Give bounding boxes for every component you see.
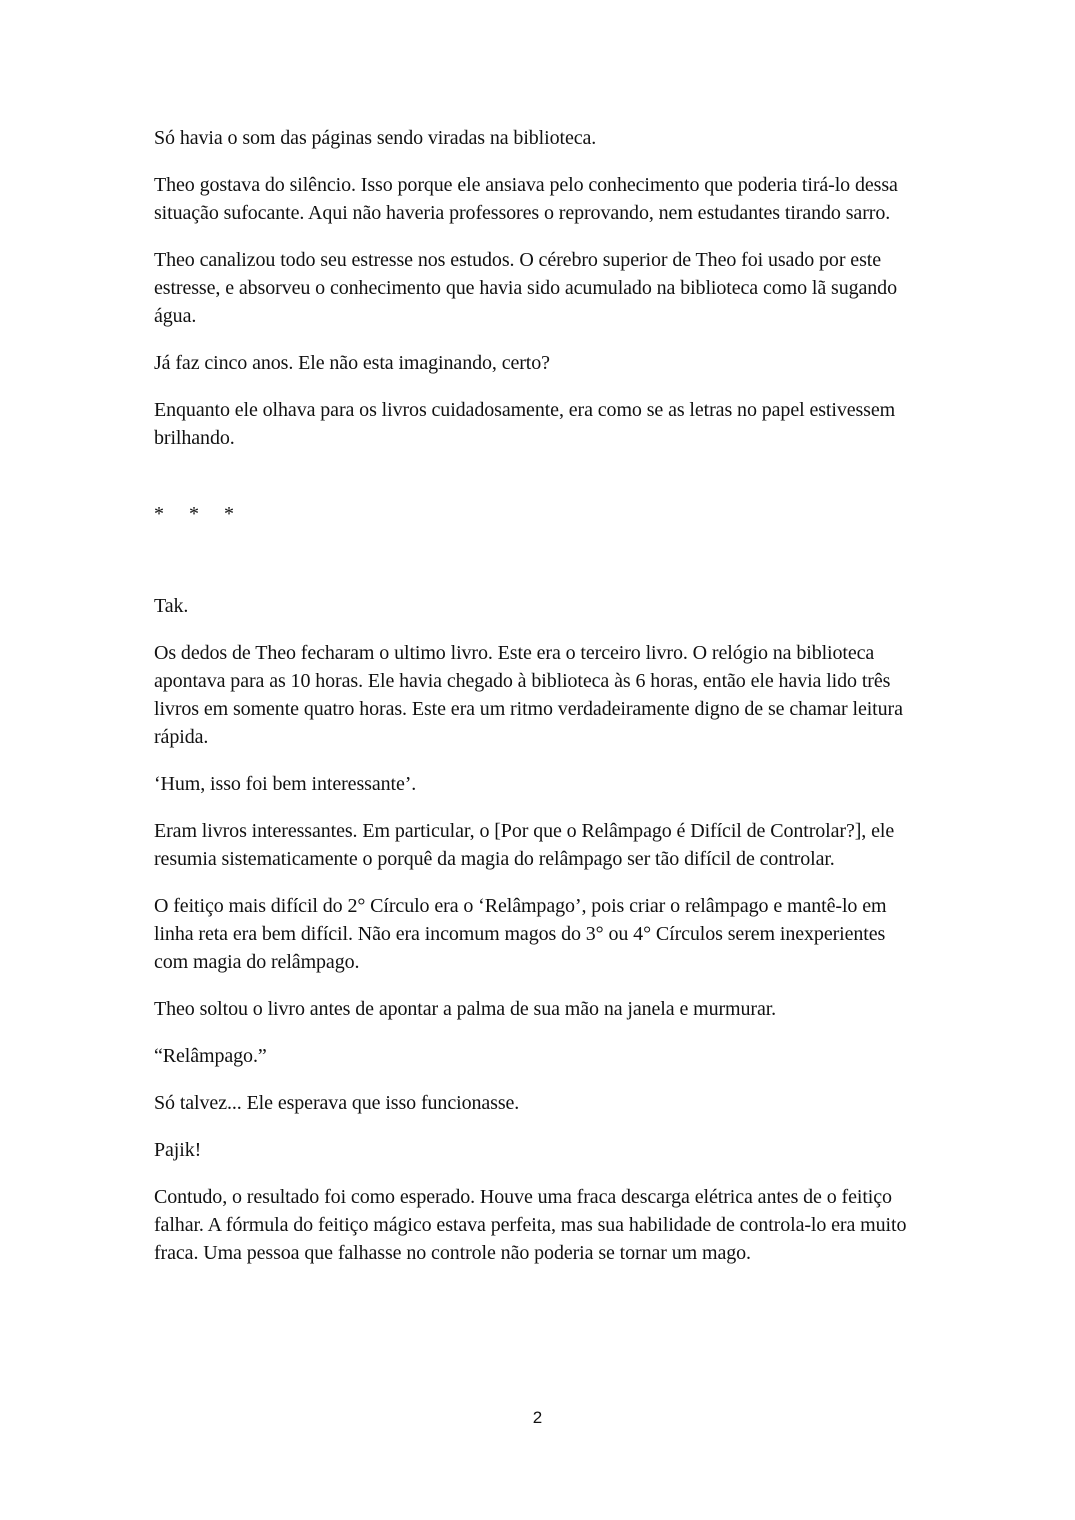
paragraph: Os dedos de Theo fecharam o ultimo livro. Este era o terceiro livro. O relógio na biblioteca apontava para as 10 horas. Ele havia chegado à biblioteca às 6 horas, então ele havia lido três livros em somente quatro horas. Este era um ritmo verdadeiramente digno de se chamar leitura rápida. bbox=[154, 642, 903, 748]
paragraph: Theo soltou o livro antes de apontar a palma de sua mão na janela e murmurar. bbox=[154, 998, 777, 1020]
paragraph: Só talvez... Ele esperava que isso funcionasse. bbox=[154, 1092, 520, 1114]
paragraph: O feitiço mais difícil do 2° Círculo era o ‘Relâmpago’, pois criar o relâmpago e mantê-lo em linha reta era bem difícil. Não era incomum magos do 3° ou 4° Círculos serem inexperientes com magia do relâmpago. bbox=[154, 895, 887, 973]
page-number: 2 bbox=[532, 1408, 543, 1427]
scene-break: * * * bbox=[154, 503, 234, 525]
paragraph: ‘Hum, isso foi bem interessante’. bbox=[154, 773, 417, 795]
paragraph: Pajik! bbox=[154, 1139, 202, 1161]
paragraph: Contudo, o resultado foi como esperado. Houve uma fraca descarga elétrica antes de o feitiço falhar. A fórmula do feitiço mágico estava perfeita, mas sua habilidade de controla-lo era muito fraca. Uma pessoa que falhasse no controle não poderia se tornar um mago. bbox=[154, 1186, 907, 1264]
paragraph: Tak. bbox=[154, 595, 189, 617]
paragraph: Só havia o som das páginas sendo viradas na biblioteca. bbox=[154, 127, 597, 149]
paragraph: Theo canalizou todo seu estresse nos estudos. O cérebro superior de Theo foi usado por este estresse, e absorveu o conhecimento que havia sido acumulado na biblioteca como lã sugando água. bbox=[154, 249, 897, 327]
paragraph: Enquanto ele olhava para os livros cuidadosamente, era como se as letras no papel estivessem brilhando. bbox=[154, 399, 896, 449]
paragraph: “Relâmpago.” bbox=[154, 1045, 267, 1067]
paragraph: Já faz cinco anos. Ele não esta imaginando, certo? bbox=[154, 352, 550, 374]
paragraph: Theo gostava do silêncio. Isso porque ele ansiava pelo conhecimento que poderia tirá-lo dessa situação sufocante. Aqui não haveria professores o reprovando, nem estudantes tirando sarro. bbox=[154, 174, 898, 224]
document-body bbox=[154, 124, 924, 1286]
paragraph: Eram livros interessantes. Em particular, o [Por que o Relâmpago é Difícil de Controlar?], ele resumia sistematicamente o porquê da magia do relâmpago ser tão difícil de controlar. bbox=[154, 820, 895, 870]
